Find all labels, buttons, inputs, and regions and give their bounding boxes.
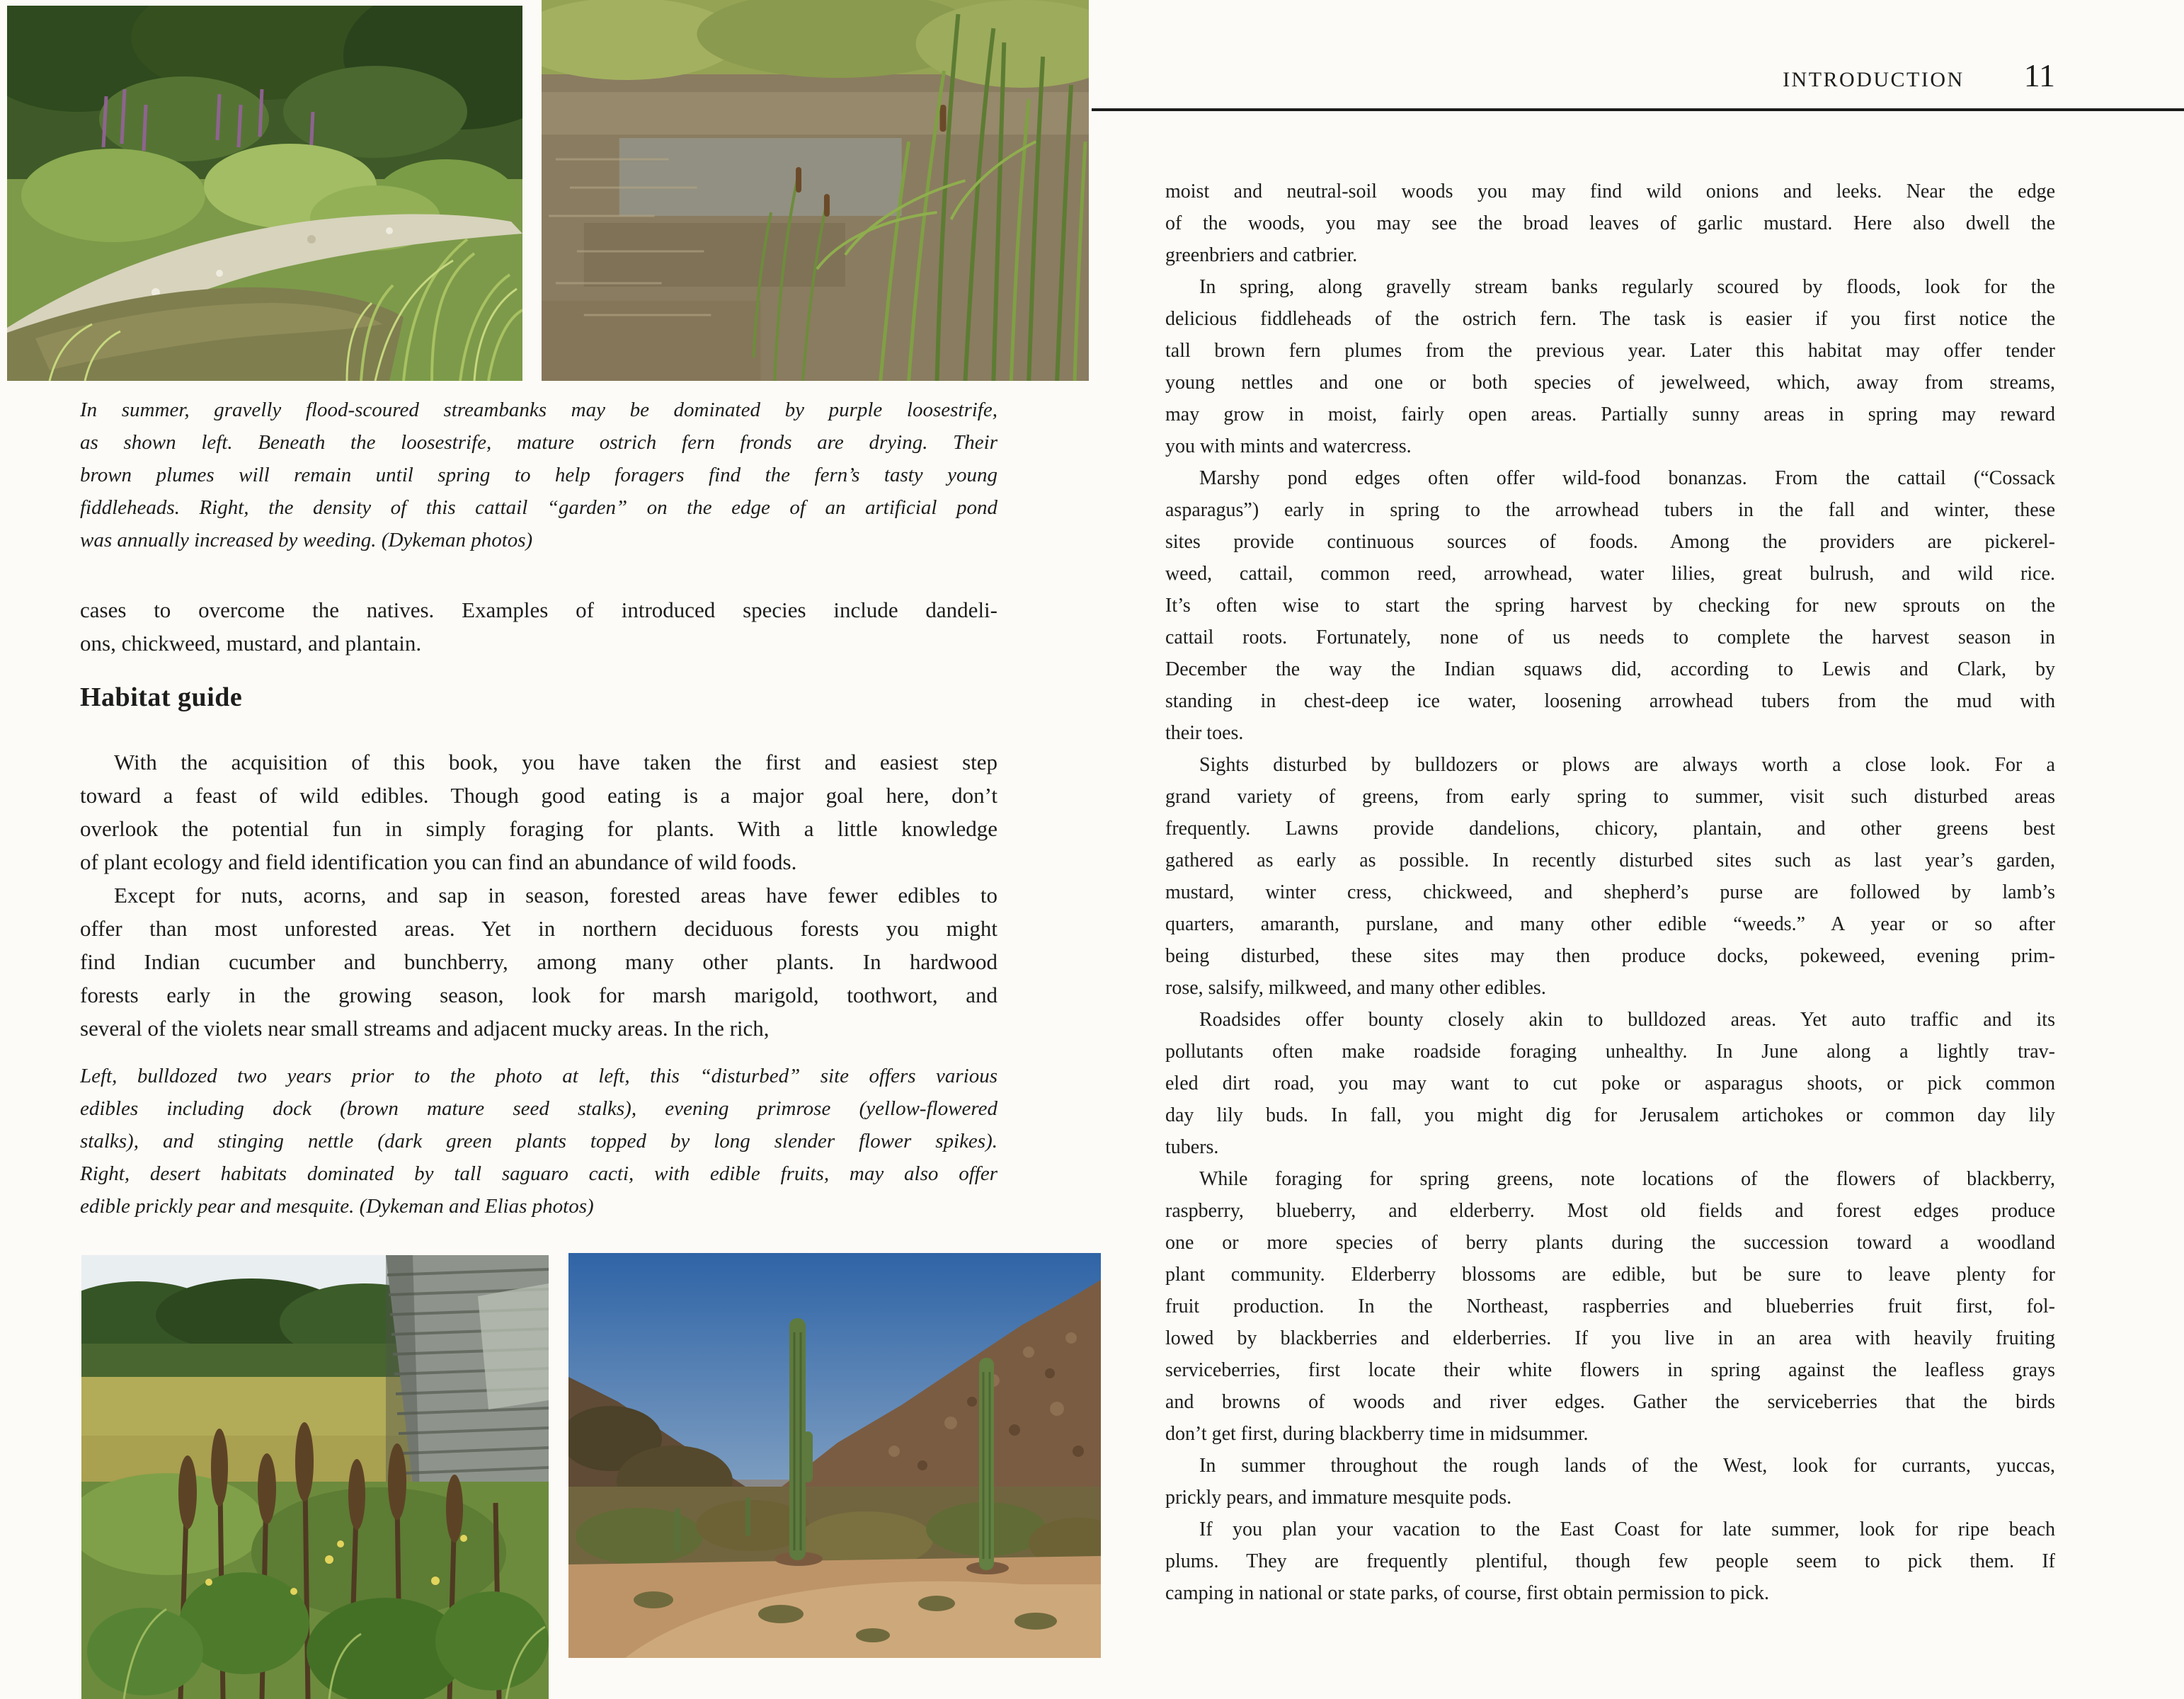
- text-line: edible prickly pear and mesquite. (Dykeman and Elias photos): [80, 1195, 594, 1218]
- text-line: brown plumes will remain until spring to help foragers find the fern’s tasty young: [80, 464, 997, 486]
- header-rule: [1092, 108, 2184, 111]
- text-line: of the woods, you may see the broad leaves of garlic mustard. Here also dwell the: [1165, 212, 2055, 234]
- left-body-text: [80, 745, 997, 1045]
- text-line: Sights disturbed by bulldozers or plows are always worth a close look. For a: [1199, 754, 2055, 776]
- caption-top: [80, 394, 997, 556]
- caption-bottom: [80, 1060, 997, 1223]
- paragraph: [1165, 1450, 2055, 1514]
- text-line: find Indian cucumber and bunchberry, among many other plants. In hardwood: [80, 949, 997, 974]
- text-line: their toes.: [1165, 722, 1244, 744]
- text-line: toward a feast of wild edibles. Though good eating is a major goal here, don’t: [80, 783, 997, 808]
- text-line: greenbriers and catbrier.: [1165, 244, 1358, 266]
- text-line: lowed by blackberries and elderberries. If you live in an area with heavily fruiting: [1165, 1327, 2055, 1349]
- text-line: rose, salsify, milkweed, and many other edibles.: [1165, 977, 1546, 999]
- text-line: forests early in the growing season, look for marsh marigold, toothwort, and: [80, 983, 997, 1007]
- text-line: don’t get first, during blackberry time in midsummer.: [1165, 1423, 1589, 1445]
- text-line: moist and neutral-soil woods you may find wild onions and leeks. Near the edge: [1165, 181, 2055, 202]
- text-line: plant community. Elderberry blossoms are edible, but be sure to leave plenty for: [1165, 1264, 2055, 1286]
- text-line: of plant ecology and field identification you can find an abundance of wild foods.: [80, 850, 797, 874]
- running-header: [1165, 57, 2055, 94]
- text-line: edibles including dock (brown mature seed stalks), evening primrose (yellow-flowered: [80, 1097, 997, 1120]
- text-line: weed, cattail, common reed, arrowhead, water lilies, great bulrush, and wild rice.: [1165, 563, 2055, 585]
- section-title: INTRODUCTION: [1783, 68, 1965, 91]
- text-line: In summer, gravelly flood-scoured streambanks may be dominated by purple loosestrife,: [80, 399, 997, 421]
- text-line: December the way the Indian squaws did, according to Lewis and Clark, by: [1165, 658, 2055, 680]
- text-line: delicious fiddleheads of the ostrich fern. The task is easier if you first notice the: [1165, 308, 2055, 330]
- text-line: Marshy pond edges often offer wild-food bonanzas. From the cattail (“Cossack: [1199, 467, 2055, 489]
- text-line: day lily buds. In fall, you might dig for Jerusalem artichokes or common day lily: [1165, 1104, 2055, 1126]
- text-line: serviceberries, first locate their white flowers in spring against the leafless grays: [1165, 1359, 2055, 1381]
- text-line: pollutants often make roadside foraging unhealthy. In June along a lightly trav-: [1165, 1041, 2055, 1063]
- text-line: plums. They are frequently plentiful, though few people seem to pick them. If: [1165, 1550, 2055, 1572]
- text-line: With the acquisition of this book, you have taken the first and easiest step: [114, 750, 997, 774]
- text-line: If you plan your vacation to the East Coast for late summer, look for ripe beach: [1199, 1518, 2055, 1540]
- paragraph: [1165, 462, 2055, 749]
- photo-streambank-loosestrife: [7, 6, 522, 381]
- text-line: several of the violets near small streams and adjacent mucky areas. In the rich,: [80, 1016, 770, 1041]
- paragraph: [1165, 749, 2055, 1004]
- text-line: frequently. Lawns provide dandelions, chicory, plantain, and other greens best: [1165, 818, 2055, 840]
- text-line: stalks), and stinging nettle (dark green plants topped by long slender flower spikes).: [80, 1130, 997, 1152]
- text-line: It’s often wise to start the spring harvest by checking for new sprouts on the: [1165, 595, 2055, 617]
- text-line: In summer throughout the rough lands of the West, look for currants, yuccas,: [1199, 1455, 2055, 1477]
- text-line: ons, chickweed, mustard, and plantain.: [80, 631, 422, 656]
- text-line: grand variety of greens, from early spring to summer, visit such disturbed areas: [1165, 786, 2055, 808]
- text-line: and browns of woods and river edges. Gather the serviceberries that the birds: [1165, 1391, 2055, 1413]
- text-line: cases to overcome the natives. Examples of introduced species include dandeli-: [80, 597, 997, 622]
- photo-cattail-pond: [542, 0, 1089, 381]
- paragraph: [1165, 1163, 2055, 1450]
- text-line: young nettles and one or both species of jewelweed, which, away from streams,: [1165, 372, 2055, 394]
- text-line: raspberry, blueberry, and elderberry. Most old fields and forest edges produce: [1165, 1200, 2055, 1222]
- text-line: quarters, amaranth, purslane, and many other edible “weeds.” A year or so after: [1165, 913, 2055, 935]
- text-line: as shown left. Beneath the loosestrife, mature ostrich fern fronds are drying. Their: [80, 431, 997, 454]
- intro-continuation-text: [80, 593, 997, 660]
- text-line: Except for nuts, acorns, and sap in season, forested areas have fewer edibles to: [114, 883, 997, 908]
- text-line: tall brown fern plumes from the previous year. Later this habitat may offer tender: [1165, 340, 2055, 362]
- text-line: Right, desert habitats dominated by tall saguaro cacti, with edible fruits, may also offer: [80, 1162, 997, 1185]
- text-line: cattail roots. Fortunately, none of us needs to complete the harvest season in: [1165, 627, 2055, 648]
- text-line: In spring, along gravelly stream banks regularly scoured by floods, look for the: [1199, 276, 2055, 298]
- text-line: was annually increased by weeding. (Dykeman photos): [80, 529, 533, 551]
- text-line: being disturbed, these sites may then produce docks, pokeweed, evening prim-: [1165, 945, 2055, 967]
- right-column-text: [1165, 176, 2055, 1609]
- text-line: fruit production. In the Northeast, raspberries and blueberries fruit first, fol-: [1165, 1295, 2055, 1317]
- text-line: camping in national or state parks, of course, first obtain permission to pick.: [1165, 1582, 1770, 1604]
- text-line: Roadsides offer bounty closely akin to bulldozed areas. Yet auto traffic and its: [1199, 1009, 2055, 1031]
- text-line: mustard, winter cress, chickweed, and shepherd’s purse are followed by lamb’s: [1165, 881, 2055, 903]
- text-line: overlook the potential fun in simply foraging for plants. With a little knowledge: [80, 816, 997, 841]
- habitat-guide-heading: Habitat guide: [80, 682, 243, 712]
- paragraph: [1165, 176, 2055, 271]
- text-line: prickly pears, and immature mesquite pods.: [1165, 1487, 1512, 1509]
- text-line: fiddleheads. Right, the density of this cattail “garden” on the edge of an artificial pond: [80, 496, 997, 519]
- text-line: offer than most unforested areas. Yet in northern deciduous forests you might: [80, 916, 997, 941]
- paragraph: [80, 879, 997, 1045]
- paragraph: [1165, 1514, 2055, 1609]
- text-line: one or more species of berry plants during the succession toward a woodland: [1165, 1232, 2055, 1254]
- paragraph: [1165, 271, 2055, 462]
- paragraph: [1165, 1004, 2055, 1163]
- text-line: Left, bulldozed two years prior to the photo at left, this “disturbed” site offers various: [80, 1065, 997, 1087]
- text-line: eled dirt road, you may want to cut poke or asparagus shoots, or pick common: [1165, 1072, 2055, 1094]
- text-line: may grow in moist, fairly open areas. Partially sunny areas in spring may reward: [1165, 404, 2055, 425]
- text-line: you with mints and watercress.: [1165, 435, 1412, 457]
- text-line: gathered as early as possible. In recently disturbed sites such as last year’s garden,: [1165, 850, 2055, 871]
- text-line: tubers.: [1165, 1136, 1219, 1158]
- text-line: sites provide continuous sources of foods. Among the providers are pickerel-: [1165, 531, 2055, 553]
- text-line: While foraging for spring greens, note locations of the flowers of blackberry,: [1199, 1168, 2055, 1190]
- photo-desert-saguaro: [568, 1253, 1101, 1658]
- page-number: 11: [2023, 57, 2055, 93]
- photo-disturbed-field: [81, 1255, 549, 1699]
- text-line: standing in chest-deep ice water, loosening arrowhead tubers from the mud with: [1165, 690, 2055, 712]
- text-line: asparagus”) early in spring to the arrowhead tubers in the fall and winter, these: [1165, 499, 2055, 521]
- paragraph: [80, 745, 997, 879]
